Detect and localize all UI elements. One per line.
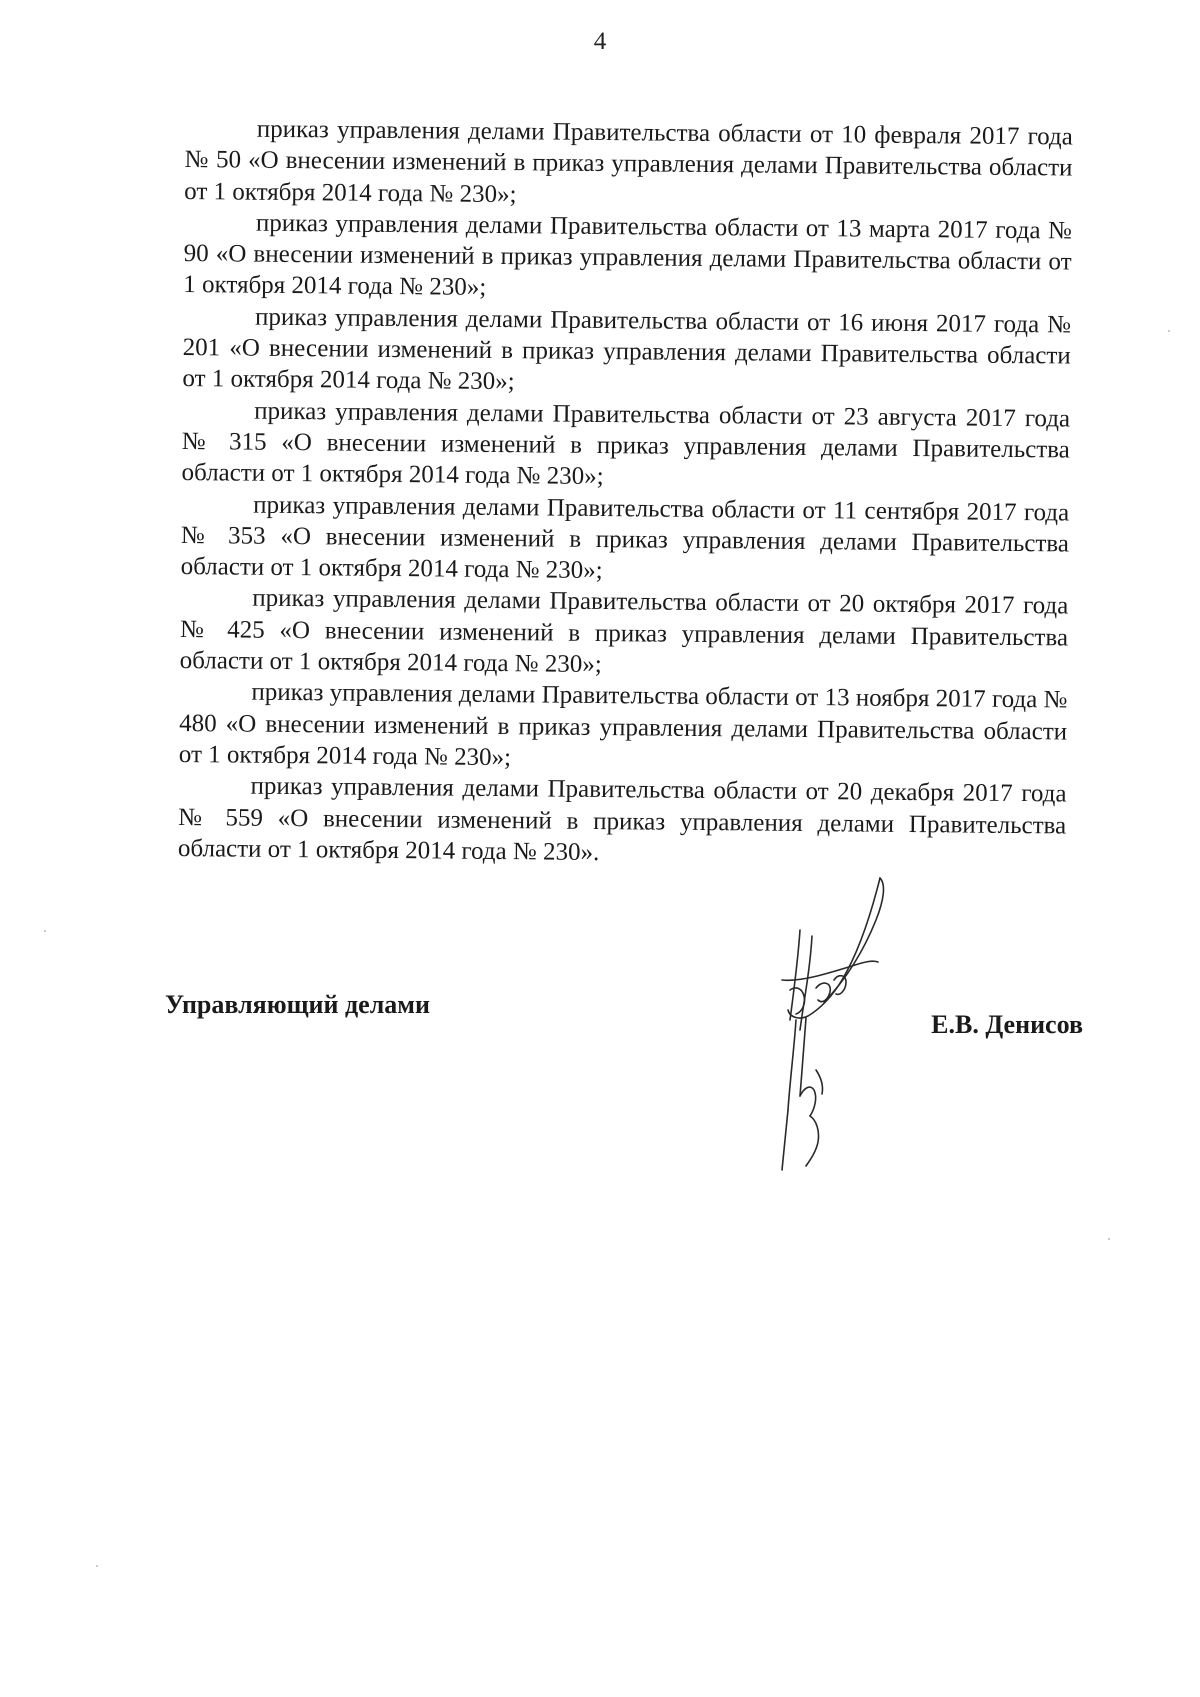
order-paragraph: приказ управления делами Правительства области от 20 декабря 2017 года № 559 «О внесении изменений в приказ управления делами Правительства области от 1 октября 2014 года № 230». (177, 772, 1067, 866)
order-paragraph: приказ управления делами Правительства области от 16 июня 2017 года № 201 «О внесении изменений в приказ управления делами Правительства области от 1 октября 2014 года № 230»; (182, 303, 1072, 396)
order-paragraph: приказ управления делами Правительства области от 11 сентября 2017 года № 353 «О внесении изменений в приказ управления делами Правительства области от 1 октября 2014 года № 230»; (180, 491, 1070, 585)
scan-speck (44, 930, 46, 932)
signer-name: Е.В. Денисов (931, 1010, 1083, 1039)
signer-position: Управляющий делами (165, 990, 430, 1019)
signature-block (165, 990, 1135, 1050)
scan-speck (96, 1565, 98, 1567)
order-list (178, 113, 1073, 873)
order-paragraph: приказ управления делами Правительства области от 23 августа 2017 года № 315 «О внесении изменений в приказ управления делами Правительства области от 1 октября 2014 года № 230»; (181, 397, 1071, 491)
order-paragraph: приказ управления делами Правительства области от 10 февраля 2017 года № 50 «О внесении изменений в приказ управления делами Правительства области от 1 октября 2014 года № 230»; (184, 115, 1073, 208)
order-paragraph: приказ управления делами Правительства области от 13 ноября 2017 года № 480 «О внесении изменений в приказ управления делами Правительства области от 1 октября 2014 года № 230»; (178, 679, 1068, 772)
order-paragraph: приказ управления делами Правительства области от 13 марта 2017 года № 90 «О внесении изменений в приказ управления делами Правительства области от 1 октября 2014 года № 230»; (183, 209, 1073, 302)
page-number: 4 (593, 28, 607, 55)
scan-speck (1108, 1238, 1110, 1240)
order-paragraph: приказ управления делами Правительства области от 20 октября 2017 года № 425 «О внесении изменений в приказ управления делами Правительства области от 1 октября 2014 года № 230»; (179, 585, 1069, 679)
scan-speck (1168, 330, 1170, 332)
handwritten-signature (760, 870, 900, 1180)
